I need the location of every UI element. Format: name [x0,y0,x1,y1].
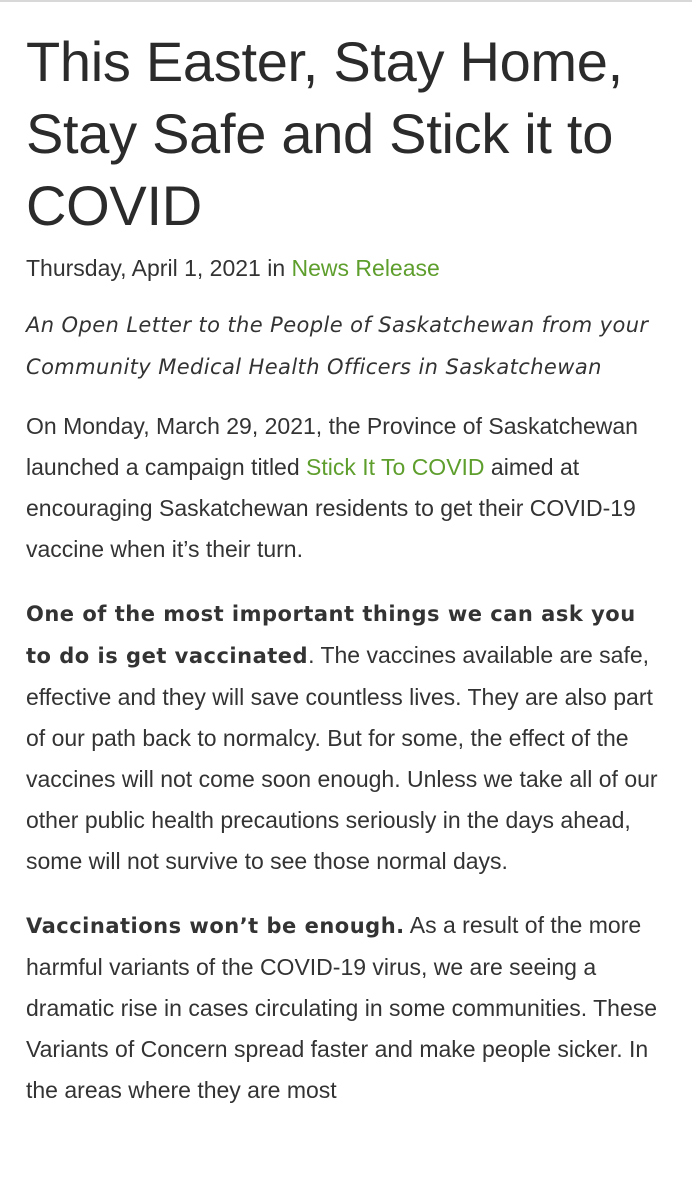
top-divider [0,0,692,2]
paragraph-1-text-after: aimed at encouraging Saskatchewan residents to get their COVID-19 vaccine when it’s their turn. [26,454,636,562]
meta-in-word: in [260,255,292,281]
article-title: This Easter, Stay Home, Stay Safe and Stick it to COVID [26,30,623,237]
publish-date: Thursday, April 1, 2021 [26,255,261,281]
stick-it-to-covid-link[interactable]: Stick It To COVID [306,454,485,480]
article-subtitle: An Open Letter to the People of Saskatchewan from your Community Medical Health Officers in Saskatchewan [26,313,649,379]
paragraph-1-text-before: On Monday, March 29, 2021, the Province of Saskatchewan launched a campaign titled [26,413,638,480]
paragraph-3-lead: Vaccinations won’t be enough. [26,914,405,938]
paragraph-2 [26,593,662,882]
paragraph-2-text: The vaccines available are safe, effective and they will save countless lives. They are also part of our path back to normalcy. But for some, the effect of the vaccines will not come soon enough. Unless we take all of our other public health precautions seriously in the days ahead, some will not survive to see those normal days. [26,642,658,874]
article [26,26,662,1134]
paragraph-3 [26,905,662,1111]
article-meta [26,252,662,284]
category-link[interactable]: News Release [291,255,440,281]
paragraph-2-lead: One of the most important things we can ask you to do is get vaccinated [26,602,636,668]
paragraph-3-text: As a result of the more harmful variants of the COVID-19 virus, we are seeing a dramatic rise in cases circulating in some communities. These Variants of Concern spread faster and make people sicker. In the areas where they are most [26,912,658,1103]
paragraph-2-lead-period: . [308,642,315,668]
paragraph-1 [26,406,662,570]
